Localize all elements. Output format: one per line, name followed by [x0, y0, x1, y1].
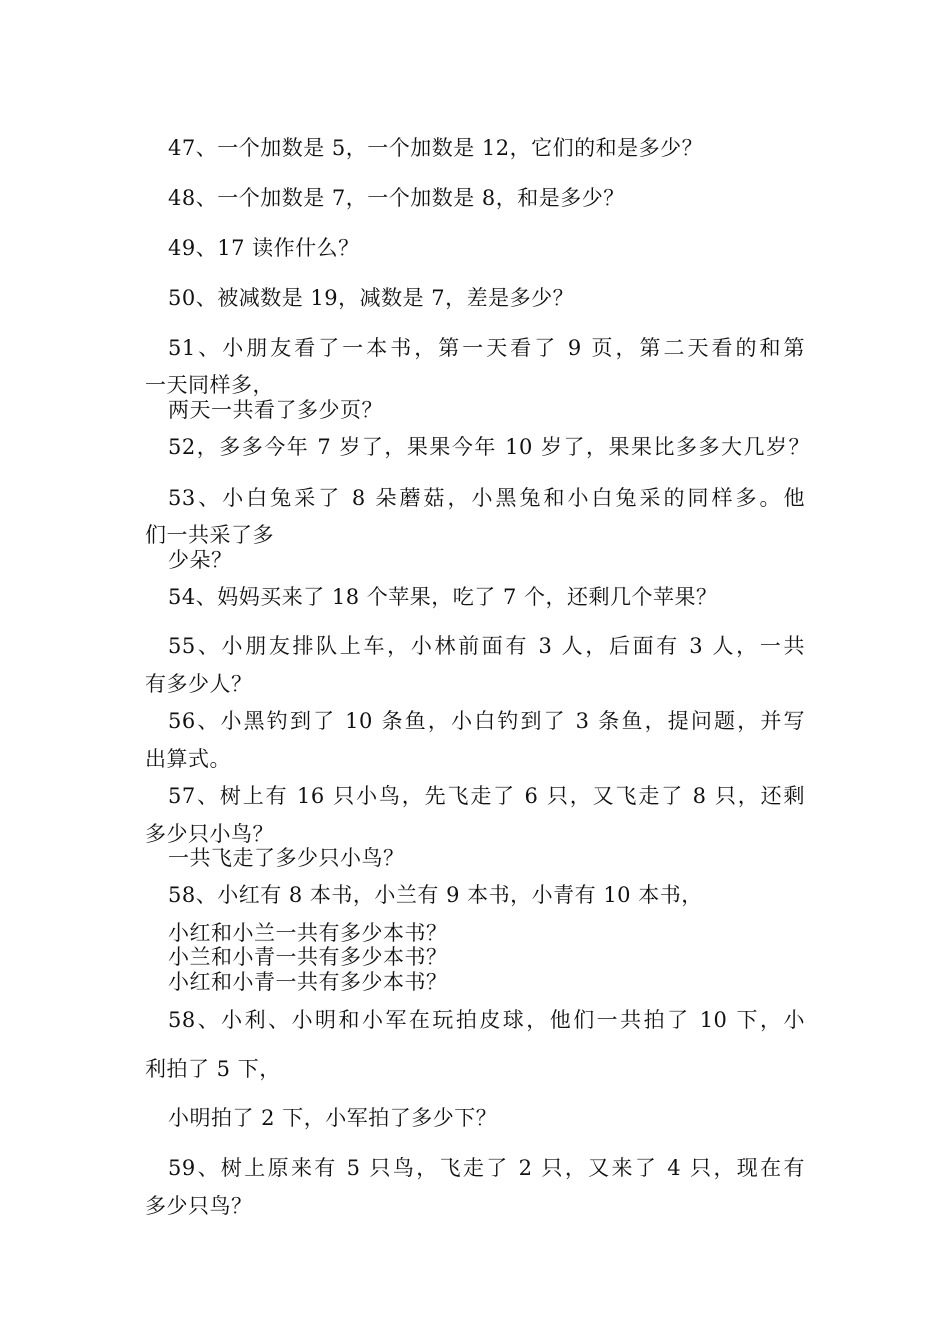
question-51-line-3: 两天一共看了多少页？	[168, 398, 383, 422]
question-57-line-3: 一共飞走了多少只小鸟？	[168, 846, 405, 870]
question-50: 50、被减数是 19，减数是 7，差是多少？	[168, 286, 575, 310]
question-48: 48、一个加数是 7，一个加数是 8，和是多少？	[168, 186, 625, 210]
question-53-line-1: 53、小白兔采了 8 朵蘑菇，小黑兔和小白兔采的同样多。他	[168, 486, 805, 510]
question-51-line-1: 51、小朋友看了一本书，第一天看了 9 页，第二天看的和第	[168, 336, 805, 360]
question-49: 49、17 读作什么？	[168, 236, 360, 260]
question-58a-line-3: 小兰和小青一共有多少本书？	[168, 945, 448, 969]
question-58b-line-2: 利拍了 5 下，	[145, 1057, 281, 1081]
question-52: 52，多多今年 7 岁了，果果今年 10 岁了，果果比多多大几岁？	[168, 435, 810, 459]
question-53-line-3: 少朵？	[168, 548, 233, 572]
question-58b-line-3: 小明拍了 2 下，小军拍了多少下？	[168, 1106, 498, 1130]
question-56-line-1: 56、小黑钓到了 10 条鱼，小白钓到了 3 条鱼，提问题，并写	[168, 709, 805, 733]
question-55-line-2: 有多少人？	[145, 672, 253, 696]
question-58a-line-4: 小红和小青一共有多少本书？	[168, 970, 448, 994]
question-58a-line-1: 58、小红有 8 本书，小兰有 9 本书，小青有 10 本书，	[168, 883, 703, 907]
question-53-line-2: 们一共采了多	[145, 523, 274, 547]
question-57-line-1: 57、树上有 16 只小鸟，先飞走了 6 只，又飞走了 8 只，还剩	[168, 784, 805, 808]
question-47: 47、一个加数是 5，一个加数是 12，它们的和是多少？	[168, 136, 704, 160]
question-58a-line-2: 小红和小兰一共有多少本书？	[168, 921, 448, 945]
question-57-line-2: 多少只小鸟？	[145, 822, 274, 846]
question-54: 54、妈妈买来了 18 个苹果，吃了 7 个，还剩几个苹果？	[168, 585, 718, 609]
question-56-line-2: 出算式。	[145, 747, 231, 771]
question-55-line-1: 55、小朋友排队上车，小林前面有 3 人，后面有 3 人，一共	[168, 634, 805, 658]
question-59-line-2: 多少只鸟？	[145, 1194, 253, 1218]
question-59-line-1: 59、树上原来有 5 只鸟，飞走了 2 只，又来了 4 只，现在有	[168, 1156, 805, 1180]
question-58b-line-1: 58、小利、小明和小军在玩拍皮球，他们一共拍了 10 下，小	[168, 1008, 805, 1032]
question-51-line-2: 一天同样多，	[145, 373, 274, 397]
